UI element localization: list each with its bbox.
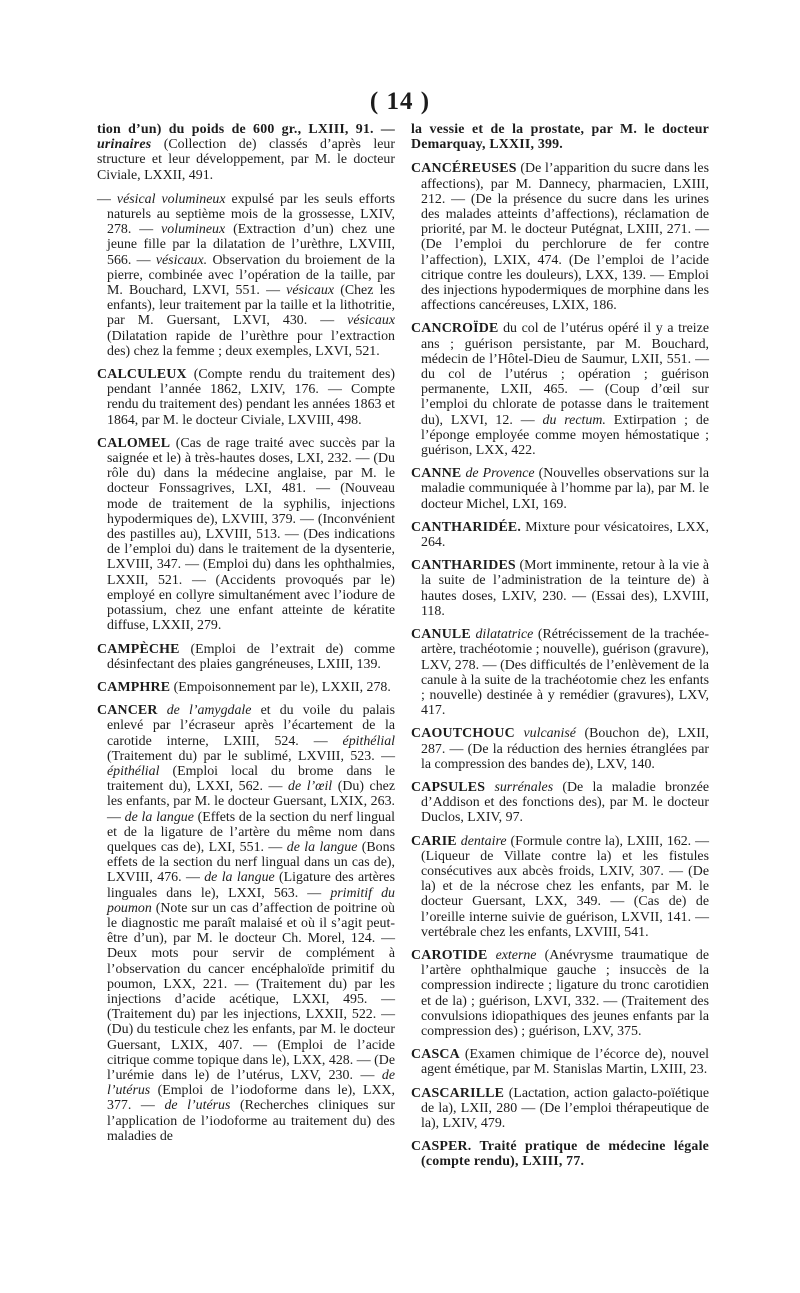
- entry-italic-text: épithélial: [342, 733, 395, 749]
- page-number: ( 14 ): [369, 88, 431, 115]
- entry-text: (De l’apparition du sucre dans les affections), par M. Dannecy, pharmacien, LXIII, 212. — (De la présence du sucre dans les urines des malades atteints d’affections), réclamation de priorité, par M. le docteur Putégnat, LXIII, 271. — (De l’emploi du perchlorure de fer contre l’affection), LXIX, 474. (De l’emploi de l’acide citrique contre les douleurs), LXX, 139. — Emploi des injections hypodermiques de morphine dans les affections cancéreuses, LXIX, 186.: [421, 161, 709, 314]
- entry-text: (Du) chez les enfants, par M. le docteur Guersant, LXIX, 263. —: [107, 779, 395, 825]
- entry-italic-text: de l’amygdale: [157, 703, 252, 719]
- entry-text: Observation du broiement de la pierre, combinée avec l’opération de la taille, par M. Bouchard, LXVI, 551. —: [107, 252, 395, 299]
- entry-bold-italic-text: urinaires: [97, 137, 152, 153]
- index-entry: [411, 780, 709, 826]
- entry-heading: CASCARILLE: [411, 1085, 505, 1101]
- entry-heading: CANULE: [411, 627, 471, 643]
- entry-italic-text: vésical volumineux: [116, 191, 226, 207]
- entry-heading: CASCA: [411, 1047, 460, 1063]
- entry-text: (Rétrécissement de la trachée-artère, trachéotomie ; nouvelle), guérison (gravure), LXV, 278. — (Des difficultés de l’enlèvement de la canule à la suite de la trachéotomie chez les enfants ; nouvelle) destinée à y remédier (gravures), LXV, 417.: [421, 627, 710, 719]
- entry-italic-text: de la langue: [204, 870, 275, 886]
- entry-italic-text: du rectum.: [542, 412, 606, 428]
- entry-text: (Empoisonnement par le), LXXII, 278.: [170, 679, 391, 695]
- entry-heading: CANCÉREUSES: [411, 161, 517, 177]
- entry-text: (Bouchon de), LXII, 287. — (De la réduction des hernies étranglées par la compression des bandes de), LXV, 140.: [421, 726, 709, 772]
- entry-heading: CAMPÈCHE: [97, 641, 180, 657]
- index-entry: [411, 1047, 709, 1077]
- entry-text: (Extraction d’un) chez une jeune fille par la dilatation de l’urèthre, LXVIII, 566. —: [107, 222, 395, 268]
- entry-text: du col de l’utérus opéré il y a treize ans ; guérison persistante, par M. Bouchard, médecin de l’Hôtel-Dieu de Saumur, LXII, 551. — du col de l’utérus ; opération ; guérison permanente, LXII, 465. — (Coup d’œil sur l’emploi du chlorate de potasse dans le traitement du), LXVI, 12. —: [421, 321, 709, 428]
- entry-heading: CANTHARIDÉE.: [411, 519, 522, 535]
- entry-italic-text: de la langue: [124, 809, 194, 825]
- entry-italic-text: de la langue: [286, 839, 358, 855]
- entry-italic-text: primitif du poumon: [107, 885, 396, 916]
- entry-text: et du voile du palais enlevé par l’écraseur après l’écartement de la carotide interne, LXIII, 524. —: [107, 703, 395, 749]
- index-entry: [411, 321, 709, 458]
- index-entry: [411, 834, 709, 940]
- entry-text: (Collection de) classés d’après leur structure et leur développement, par M. le docteur Civiale, LXXII, 491.: [97, 137, 395, 183]
- entry-heading: CASPER.: [411, 1139, 472, 1155]
- entry-text: (Nouvelles observations sur la maladie communiquée à l’homme par la), par M. le docteur Michel, LXI, 169.: [421, 466, 709, 512]
- entry-italic-text: dilatatrice: [470, 627, 534, 643]
- entry-italic-text: de l’utérus: [107, 1067, 395, 1099]
- entry-italic-text: vésicaux.: [155, 252, 208, 268]
- entry-italic-text: épithélial: [107, 763, 160, 779]
- entry-heading: CAPSULES: [411, 779, 486, 795]
- right-column: [411, 122, 709, 1178]
- entry-italic-text: de Provence: [461, 466, 535, 482]
- index-entry: [97, 122, 395, 183]
- entry-heading: CALOMEL: [97, 435, 171, 451]
- entry-text: (Effets de la section du nerf lingual et de la ligature de l’artère du même nom dans quelques cas de), LXI, 551. —: [107, 809, 395, 855]
- index-entry: [411, 1139, 709, 1169]
- index-entry: [97, 367, 395, 428]
- entry-heading: CANCER: [97, 703, 158, 719]
- entry-text: (Lactation, action galacto-poïétique de la), LXII, 280 — (De l’emploi thérapeutique de la), LXIV, 479.: [421, 1085, 709, 1131]
- entry-italic-text: surrénales: [485, 779, 554, 795]
- entry-italic-text: externe: [487, 947, 537, 963]
- index-entry: [411, 122, 709, 152]
- entry-text: Extirpation ; de l’éponge employée comme moyen hémostatique ; guérison, LXX, 422.: [421, 412, 709, 459]
- entry-text: (Anévrysme traumatique de l’artère ophthalmique gauche ; insuccès de la compression indirecte ; ligature du tronc carotidien et de la) ; guérison, LXVI, 332. — (Traitement des convulsions idiopathiques des jeunes enfants par la compression des) ; guérison, LXV, 375.: [421, 947, 709, 1039]
- index-entry: [411, 1086, 709, 1132]
- index-entry: [411, 161, 709, 313]
- entry-text: (Emploi de l’iodoforme dans le), LXX, 377. —: [107, 1083, 395, 1114]
- entry-text: (Recherches cliniques sur l’application de l’iodoforme au traitement du) des maladies de: [107, 1098, 396, 1144]
- entry-bold-text: la vessie et de la prostate, par M. le docteur Demarquay, LXXII, 399.: [411, 122, 709, 153]
- left-column: [97, 122, 395, 1152]
- entry-heading: CAROTIDE: [411, 947, 488, 963]
- entry-text: (Mort imminente, retour à la vie à la suite de l’administration de la teinture de) à hautes doses, LXIV, 230. — (Essai des), LXVIII, 118.: [421, 558, 709, 619]
- entry-heading: CAOUTCHOUC: [411, 726, 515, 742]
- entry-heading: CANNE: [411, 466, 462, 482]
- entry-italic-text: dentaire: [456, 833, 507, 849]
- entry-text: (Compte rendu du traitement des) pendant l’année 1862, LXIV, 176. — Compte rendu du traitement des) pendant les années 1863 et 1864, par M. le docteur Civiale, LXVIII, 498.: [107, 367, 395, 428]
- entry-text: (De la maladie bronzée d’Addison et des fonctions des), par M. le docteur Duclos, LXIV, 97.: [421, 779, 709, 826]
- entry-italic-text: vésicaux: [286, 283, 334, 299]
- index-entry: [97, 680, 395, 695]
- entry-text: expulsé par les seuls efforts naturels au septième mois de la grossesse, LXIV, 278. —: [107, 191, 395, 238]
- index-entry: [411, 726, 709, 772]
- entry-bold-text: Traité pratique de médecine légale (compte rendu), LXIII, 77.: [421, 1139, 709, 1170]
- entry-text: —: [97, 191, 117, 207]
- entry-text: (Traitement du) par le sublimé, LXVIII, 523. —: [107, 748, 395, 764]
- index-entry: [97, 436, 395, 634]
- entry-italic-text: de l’œil: [288, 779, 333, 795]
- index-entry: [97, 642, 395, 672]
- entry-text: (Bons effets de la section du nerf lingual dans un cas de), LXVIII, 476. —: [107, 839, 395, 886]
- entry-heading: CAMPHRE: [97, 679, 171, 695]
- entry-bold-text: tion d’un) du poids de 600 gr., LXIII, 91. —: [97, 122, 395, 137]
- entry-text: (Dilatation rapide de l’urèthre pour l’extraction des) chez la femme ; deux exemples, LXVI, 521.: [107, 328, 395, 359]
- index-entry: [97, 192, 395, 359]
- entry-italic-text: de l’utérus: [164, 1098, 231, 1114]
- entry-heading: CANTHARIDES: [411, 558, 516, 574]
- entry-heading: CANCROÏDE: [411, 321, 499, 337]
- entry-text: (Examen chimique de l’écorce de), nouvel agent émétique, par M. Stanislas Martin, LXIII, 23.: [421, 1047, 709, 1078]
- entry-text: (Formule contre la), LXIII, 162. — (Liqueur de Villate contre la) et les fistules consécutives aux abcès froids, LXIV, 307. — (De la) et de la nécrose chez les enfants, par M. le docteur Guersant, LXX, 349. — (Cas de) de l’oreille interne suivie de guérison, LXVII, 141. — vertébrale chez les enfants, LXVIII, 541.: [421, 833, 709, 940]
- index-entry: [411, 627, 709, 718]
- entry-italic-text: volumineux: [161, 222, 226, 238]
- index-entry: [411, 948, 709, 1039]
- index-entry: [411, 466, 709, 512]
- index-entry: [411, 520, 709, 550]
- entry-italic-text: vulcanisé: [514, 726, 576, 742]
- entry-heading: CARIE: [411, 833, 457, 849]
- entry-text: (Emploi local du brome dans le traitement du), LXXI, 562. —: [107, 763, 395, 795]
- entry-text: (Chez les enfants), leur traitement par la taille et la lithotritie, par M. Guersant, LXVI, 430. —: [107, 283, 396, 329]
- entry-text: (Note sur un cas d’affection de poitrine où le diagnostic me paraît malaisé et où il s’agit peut-être d’un), par M. le docteur Ch. Morel, 124. — Deux mots pour servir de complément à l’observation du cancer encéphaloïde primitif du poumon, LXX, 221. — (Traitement du) par les injections d’acide acétique, LXXI, 495. — (Traitement du) par les injections, LXXII, 522. — (Du) du testicule chez les enfants, par M. le docteur Guersant, LXIX, 407. — (Emploi de l’acide citrique comme topique dans le), LXX, 428. — (De l’urémie dans le) de l’utérus, LXV, 230. —: [107, 900, 395, 1083]
- entry-italic-text: vésicaux: [347, 313, 395, 329]
- entry-text: Mixture pour vésicatoires, LXX, 264.: [421, 519, 709, 551]
- index-entry: [97, 703, 395, 1144]
- entry-heading: CALCULEUX: [97, 367, 187, 383]
- entry-text: (Cas de rage traité avec succès par la saignée et le) à très-hautes doses, LXI, 232. — (Du rôle du) dans la médecine anglaise, par M. le docteur Fonssagrives, LXI, 481. — (Nouveau mode de traitement de la syphilis, injections hypodermiques de), LXVIII, 379. — (Inconvénient des pastilles au), LXVIII, 513. — (Des indications de l’emploi du) dans le traitement de la dysenterie, LXVIII, 347. — (Emploi du) dans les ophthalmies, LXXII, 521. — (Accidents provoqués par le) employé en collyre simultanément avec l’iodure de potassium, chez une enfant atteinte de kératite diffuse, LXXII, 279.: [107, 435, 395, 634]
- index-entry: [411, 558, 709, 619]
- entry-text: (Ligature des artères linguales dans le), LXXI, 563. —: [107, 870, 396, 901]
- entry-text: (Emploi de l’extrait de) comme désinfectant des plaies gangréneuses, LXIII, 139.: [107, 641, 395, 672]
